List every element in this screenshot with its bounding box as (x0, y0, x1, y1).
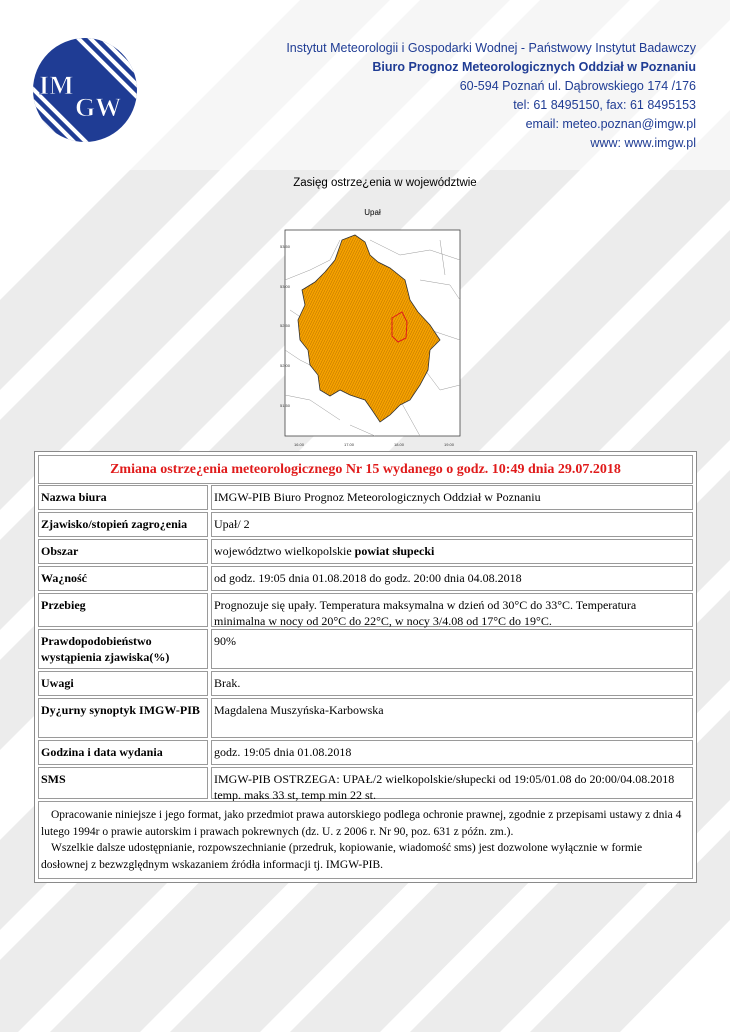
row-label: SMS (38, 767, 208, 799)
table-row (38, 629, 693, 669)
row-label: Przebieg (38, 593, 208, 627)
row-value: Prognozuje się upały. Temperatura maksymalna w dzień od 30°C do 33°C. Temperatura minimalna w nocy od 20°C do 22°C, w nocy 3/4.08 od 17°C do 19°C. (211, 593, 693, 627)
institute-header (286, 39, 696, 153)
office-name: Biuro Prognoz Meteorologicznych Oddział w Poznaniu (372, 60, 696, 74)
row-label: Prawdopodobieństwo wystąpienia zjawiska(%) (38, 629, 208, 669)
table-row (38, 767, 693, 802)
copyright-text: Opracowanie niniejsze i jego format, jako przedmiot prawa autorskiego podlega ochronie prawnej, zgodnie z przepisami ustawy z dnia 4 lutego 1994r o prawie autorskim i prawach pokrewnych (dz. U. z 2006 r. Nr 90, poz. 631 z późn. zm.). (41, 809, 682, 838)
row-label: Wa¿ność (38, 566, 208, 591)
svg-text:GW: GW (75, 93, 122, 122)
office-website[interactable]: www: www.imgw.pl (590, 136, 696, 150)
office-phone: tel: 61 8495150, fax: 61 8495153 (513, 98, 696, 112)
table-row (38, 671, 693, 696)
row-label: Nazwa biura (38, 485, 208, 510)
lon-label: 19.00 (444, 442, 455, 447)
table-row (38, 740, 693, 765)
office-email[interactable]: email: meteo.poznan@imgw.pl (525, 117, 696, 131)
row-label: Godzina i data wydania (38, 740, 208, 765)
copyright-notice (38, 801, 693, 879)
row-value: IMGW-PIB Biuro Prognoz Meteorologicznych Oddział w Poznaniu (211, 485, 693, 510)
lon-label: 17.00 (344, 442, 355, 447)
lat-label: 53.00 (280, 284, 291, 289)
warning-range-map (280, 200, 465, 450)
office-address: 60-594 Poznań ul. Dąbrowskiego 174 /176 (459, 79, 696, 93)
warning-title: Zmiana ostrze¿enia meteorologicznego Nr 15 wydanego o godz. 10:49 dnia 29.07.2018 (38, 455, 693, 484)
row-value: IMGW-PIB OSTRZEGA: UPAŁ/2 wielkopolskie/słupecki od 19:05/01.08 do 20:00/04.08.2018 temp. maks 33 st, temp min 22 st. (211, 767, 693, 799)
institute-name: Instytut Meteorologii i Gospodarki Wodnej - Państwowy Instytut Badawczy (286, 41, 696, 55)
row-value: od godz. 19:05 dnia 01.08.2018 do godz. 20:00 dnia 04.08.2018 (211, 566, 693, 591)
area-district: powiat słupecki (354, 544, 435, 558)
row-value: Magdalena Muszyńska-Karbowska (211, 698, 693, 738)
row-label: Uwagi (38, 671, 208, 696)
table-row (38, 539, 693, 564)
row-label: Obszar (38, 539, 208, 564)
lat-label: 51.50 (280, 403, 291, 408)
table-row (38, 566, 693, 591)
row-value: 90% (211, 629, 693, 669)
lat-label: 52.50 (280, 323, 291, 328)
row-value (211, 539, 693, 564)
svg-text:IM: IM (39, 71, 74, 100)
warning-table (34, 451, 697, 883)
table-row (38, 485, 693, 510)
map-title: Upał (364, 208, 381, 217)
row-value: godz. 19:05 dnia 01.08.2018 (211, 740, 693, 765)
row-value: Brak. (211, 671, 693, 696)
lon-label: 18.00 (394, 442, 405, 447)
row-label: Dy¿urny synoptyk IMGW-PIB (38, 698, 208, 738)
area-text: województwo wielkopolskie (214, 544, 355, 558)
row-label: Zjawisko/stopień zagro¿enia (38, 512, 208, 537)
lat-label: 52.00 (280, 363, 291, 368)
redistribution-text: Wszelkie dalsze udostępnianie, rozpowszechnianie (przedruk, kopiowanie, wiadomość sms) jest dozwolone wyłącznie w formie dosłownej z bezwzględnym wskazaniem źródła informacji tj. IMGW-PIB. (41, 842, 643, 871)
table-row (38, 593, 693, 627)
imgw-logo (31, 36, 139, 144)
lat-label: 53.50 (280, 244, 291, 249)
table-row (38, 512, 693, 537)
map-caption: Zasięg ostrze¿enia w województwie (293, 177, 477, 189)
table-row (38, 698, 693, 738)
lon-label: 16.00 (294, 442, 305, 447)
row-value: Upał/ 2 (211, 512, 693, 537)
